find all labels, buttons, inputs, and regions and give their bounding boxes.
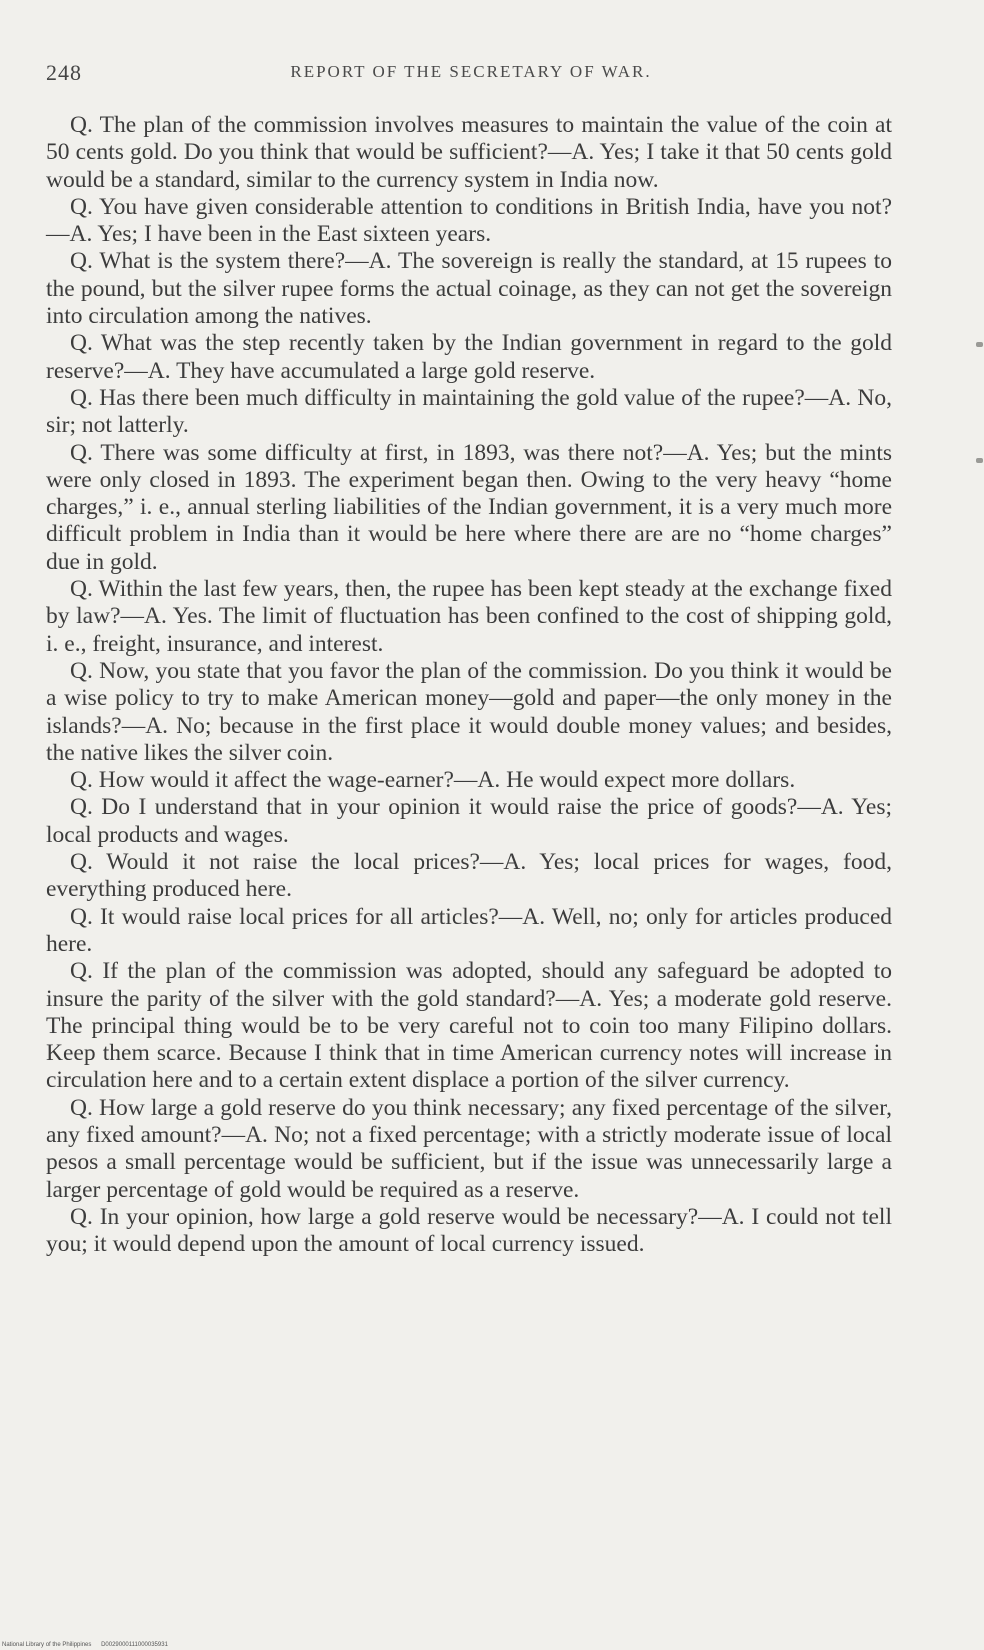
paragraph-10: Q. Do I understand that in your opinion it would raise the price of goods?—A. Yes; local products and wages. — [46, 794, 892, 848]
running-head: REPORT OF THE SECRETARY OF WAR. — [290, 62, 652, 81]
margin-mark — [976, 458, 983, 463]
paragraph-15: Q. In your opinion, how large a gold reserve would be necessary?—A. I could not tell you; it would depend upon the amount of local currency issued. — [46, 1203, 892, 1258]
paragraph-14: Q. How large a gold reserve do you think necessary; any fixed percentage of the silver, any fixed amount?—A. No; not a fixed percentage; with a strictly moderate issue of local pesos a small percentage would be sufficient, but if the issue was unnecessarily large a larger percentage of gold would be required as a reserve. — [46, 1094, 892, 1203]
paragraph-8: Q. Now, you state that you favor the plan of the commission. Do you think it would be a wise policy to try to make American money—gold and paper—the only money in the islands?—A. No; because in the first place it would double money values; and besides, the native likes the silver coin. — [46, 657, 892, 766]
margin-mark — [976, 342, 983, 347]
paragraph-4: Q. What was the step recently taken by the Indian government in regard to the gold reserve?—A. They have accumulated a large gold reserve. — [46, 330, 892, 384]
page-header — [46, 60, 896, 94]
body-text — [46, 112, 892, 1258]
paragraph-7: Q. Within the last few years, then, the rupee has been kept steady at the exchange fixed by law?—A. Yes. The limit of fluctuation has been confined to the cost of shipping gold, i. e., freight, insurance, and interest. — [46, 576, 892, 657]
paragraph-1: Q. The plan of the commission involves measures to maintain the value of the coin at 50 cents gold. Do you think that would be sufficient?—A. Yes; I take it that 50 cents gold would be a standard, similar to the currency system in India now. — [46, 112, 892, 193]
footer-library: National Library of the Philippines — [2, 1642, 92, 1648]
paragraph-9: Q. How would it affect the wage-earner?—A. He would expect more dollars. — [70, 767, 796, 794]
paragraph-12: Q. It would raise local prices for all articles?—A. Well, no; only for articles produced here. — [46, 903, 892, 957]
page-number: 248 — [46, 60, 82, 85]
scan-footer — [2, 1642, 168, 1648]
paragraph-11: Q. Would it not raise the local prices?—A. Yes; local prices for wages, food, everything produced here. — [46, 849, 892, 903]
footer-document-id: D0029000111000035931 — [101, 1642, 168, 1648]
paragraph-3: Q. What is the system there?—A. The sovereign is really the standard, at 15 rupees to the pound, but the silver rupee forms the actual coinage, as they can not get the sovereign into circulation among the natives. — [46, 248, 892, 330]
paragraph-6: Q. There was some difficulty at first, in 1893, was there not?—A. Yes; but the mints were only closed in 1893. The experiment began then. Owing to the very heavy “home charges,” i. e., annual sterling liabilities of the Indian government, it is a very much more difficult problem in India than it would be here where there are are no “home charges” due in gold. — [46, 439, 892, 575]
paragraph-5: Q. Has there been much difficulty in maintaining the gold value of the rupee?—A. No, sir; not latterly. — [46, 384, 892, 439]
paragraph-2: Q. You have given considerable attention to conditions in British India, have you not?—A. Yes; I have been in the East sixteen years. — [46, 193, 892, 248]
paragraph-13: Q. If the plan of the commission was adopted, should any safeguard be adopted to insure the parity of the silver with the gold standard?—A. Yes; a moderate gold reserve. The principal thing would be to be very careful not to coin too many Filipino dollars. Keep them scarce. Because I think that in time American currency notes will increase in circulation here and to a certain extent displace a portion of the silver currency. — [46, 958, 892, 1094]
